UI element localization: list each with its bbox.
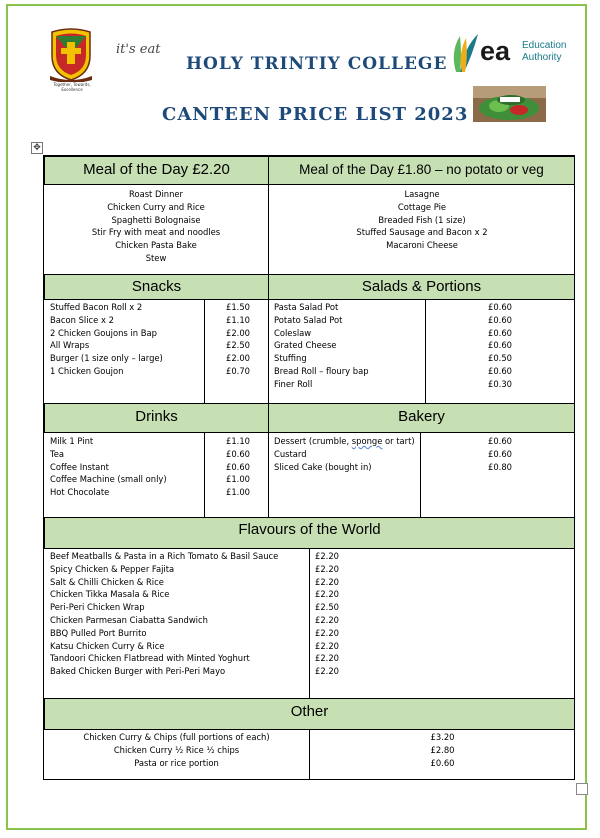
list-item: Stuffed Sausage and Bacon x 2: [356, 227, 488, 238]
snacks-header: [44, 274, 269, 300]
flavours-names: [50, 550, 278, 678]
college-crest-logo: [48, 28, 94, 82]
drinks-header: [44, 403, 269, 433]
price: £0.60: [488, 448, 512, 459]
list-item: Chicken Pasta Bake: [115, 240, 197, 251]
other-title: Other: [290, 703, 329, 720]
price: £2.00: [226, 353, 250, 364]
price: £2.20: [315, 576, 339, 587]
list-item: Baked Chicken Burger with Peri-Peri Mayo: [50, 666, 226, 677]
price: £0.60: [488, 365, 512, 376]
flavours-title: Flavours of the World: [238, 521, 381, 538]
ea-wordmark: [522, 40, 566, 64]
price: £0.50: [488, 353, 512, 364]
flavours-prices: [315, 550, 339, 678]
list-item: 2 Chicken Goujons in Bap: [50, 327, 157, 338]
list-item: Stuffing: [274, 353, 307, 364]
price: £1.50: [226, 302, 250, 312]
list-item: Milk 1 Pint: [50, 436, 94, 446]
bakery-names: [274, 435, 415, 473]
list-item: Beef Meatballs & Pasta in a Rich Tomato & Basil Sauce: [50, 551, 279, 561]
list-item: Lasagne: [404, 189, 440, 199]
list-item: Peri-Peri Chicken Wrap: [50, 602, 145, 613]
list-item: Coffee Machine (small only): [50, 474, 167, 485]
drinks-names: [50, 435, 167, 499]
list-item: Stew: [145, 252, 167, 263]
dessert-text-1: Dessert (crumble,: [274, 436, 352, 446]
crest-caption: Together, Towards, Excellence: [53, 82, 91, 92]
snacks-names: [50, 301, 163, 378]
price: £0.60: [226, 461, 250, 472]
price-list-table: [43, 155, 575, 780]
list-item: Chicken Curry ½ Rice ½ chips: [113, 744, 240, 755]
list-item: 1 Chicken Goujon: [50, 365, 124, 376]
list-item: Grated Cheese: [274, 340, 337, 351]
table-resize-handle[interactable]: [576, 783, 588, 795]
list-item: Chicken Parmesan Ciabatta Sandwich: [50, 614, 208, 625]
meal-left-title: Meal of the Day £2.20: [83, 161, 230, 178]
price: £2.20: [315, 666, 339, 677]
other-names: [44, 731, 309, 769]
salads-names: [274, 301, 369, 391]
ea-letters: ea: [480, 36, 511, 66]
bakery-title: Bakery: [398, 408, 445, 425]
education-authority-logo: [450, 28, 570, 76]
price-list-title: CANTEEN PRICE LIST 2023: [162, 104, 469, 125]
list-item: Pasta or rice portion: [134, 757, 219, 768]
list-item: Tea: [50, 448, 64, 459]
price: £2.20: [315, 653, 339, 664]
price: £0.60: [488, 436, 512, 446]
price: £2.20: [315, 640, 339, 651]
price: £1.00: [226, 474, 250, 485]
list-item: Chicken Tikka Masala & Rice: [50, 589, 170, 600]
price: £0.60: [226, 448, 250, 459]
price: £2.00: [226, 327, 250, 338]
its-eat-logo-text: it's eat: [116, 42, 161, 57]
meal-right-header: [268, 156, 575, 185]
list-item: Macaroni Cheese: [386, 240, 458, 251]
document-header: [44, 24, 574, 134]
list-item: Potato Salad Pot: [274, 314, 343, 325]
salads-title: Salads & Portions: [361, 278, 482, 295]
price: £0.70: [226, 365, 250, 376]
list-item: Hot Chocolate: [50, 487, 110, 498]
list-item: Spicy Chicken & Pepper Fajita: [50, 563, 175, 574]
meal-left-items: [44, 188, 268, 265]
price: £2.20: [315, 589, 339, 600]
salads-prices: [488, 301, 512, 391]
food-photo: [473, 86, 546, 122]
ea-leaf-icon: [450, 28, 480, 74]
list-item: Chicken Curry and Rice: [107, 201, 205, 212]
meal-right-items: [269, 188, 575, 252]
spellcheck-flagged-word[interactable]: sponge: [351, 436, 383, 446]
ea-line-2: Authority: [522, 52, 562, 63]
other-prices: [310, 731, 575, 769]
dessert-text-2: or tart): [382, 436, 415, 446]
price: £1.10: [226, 436, 250, 446]
flavours-header: [44, 517, 575, 549]
price: £0.60: [430, 757, 455, 768]
price: £3.20: [430, 732, 455, 742]
bakery-prices: [488, 435, 512, 473]
price: £1.00: [226, 487, 250, 498]
list-item: Coffee Instant: [50, 461, 109, 472]
price: £2.50: [315, 602, 339, 613]
meal-right-title: Meal of the Day £1.80 – no potato or veg: [299, 162, 544, 177]
list-item: Burger (1 size only – large): [50, 353, 163, 364]
list-item: All Wraps: [50, 340, 90, 351]
bakery-header: [268, 403, 575, 433]
price: £2.20: [315, 627, 339, 638]
price: £1.10: [226, 314, 250, 325]
list-item: Cottage Pie: [397, 201, 447, 212]
list-item: Salt & Chilli Chicken & Rice: [50, 576, 164, 587]
price: £0.60: [488, 327, 512, 338]
list-item: Tandoori Chicken Flatbread with Minted Yoghurt: [50, 653, 250, 664]
snacks-prices: [226, 301, 250, 378]
ea-line-1: Education: [522, 40, 567, 51]
price: £0.60: [488, 340, 512, 351]
snacks-title: Snacks: [131, 278, 182, 295]
list-item: Stir Fry with meat and noodles: [91, 227, 221, 238]
other-header: [44, 698, 575, 730]
price: £2.20: [315, 563, 339, 574]
list-item: Coleslaw: [274, 327, 312, 338]
list-item: Roast Dinner: [129, 189, 183, 199]
drinks-prices: [226, 435, 250, 499]
list-item: [274, 435, 415, 448]
list-item: Sliced Cake (bought in): [274, 461, 372, 472]
list-item: Spaghetti Bolognaise: [111, 214, 201, 225]
list-item: Bacon Slice x 2: [50, 314, 114, 325]
drinks-title: Drinks: [135, 408, 178, 425]
table-move-handle-icon[interactable]: ✥: [31, 142, 43, 154]
college-title: HOLY TRINTIY COLLEGE: [186, 54, 448, 74]
price: £2.80: [430, 744, 455, 755]
price: £2.20: [315, 551, 339, 561]
list-item: Breaded Fish (1 size): [378, 214, 466, 225]
price: £2.50: [226, 340, 250, 351]
list-item: Chicken Curry & Chips (full portions of each): [83, 732, 270, 742]
salads-header: [268, 274, 575, 300]
meal-left-header: [44, 156, 269, 185]
price: £0.60: [488, 302, 512, 312]
list-item: Bread Roll – floury bap: [274, 365, 369, 376]
price: £2.20: [315, 614, 339, 625]
list-item: Pasta Salad Pot: [274, 302, 339, 312]
price: £0.80: [488, 461, 512, 472]
price: £0.60: [488, 314, 512, 325]
list-item: Stuffed Bacon Roll x 2: [50, 302, 143, 312]
list-item: Finer Roll: [274, 378, 313, 389]
price: £0.30: [488, 378, 512, 389]
list-item: BBQ Pulled Port Burrito: [50, 627, 147, 638]
list-item: Custard: [274, 448, 307, 459]
list-item: Katsu Chicken Curry & Rice: [50, 640, 165, 651]
